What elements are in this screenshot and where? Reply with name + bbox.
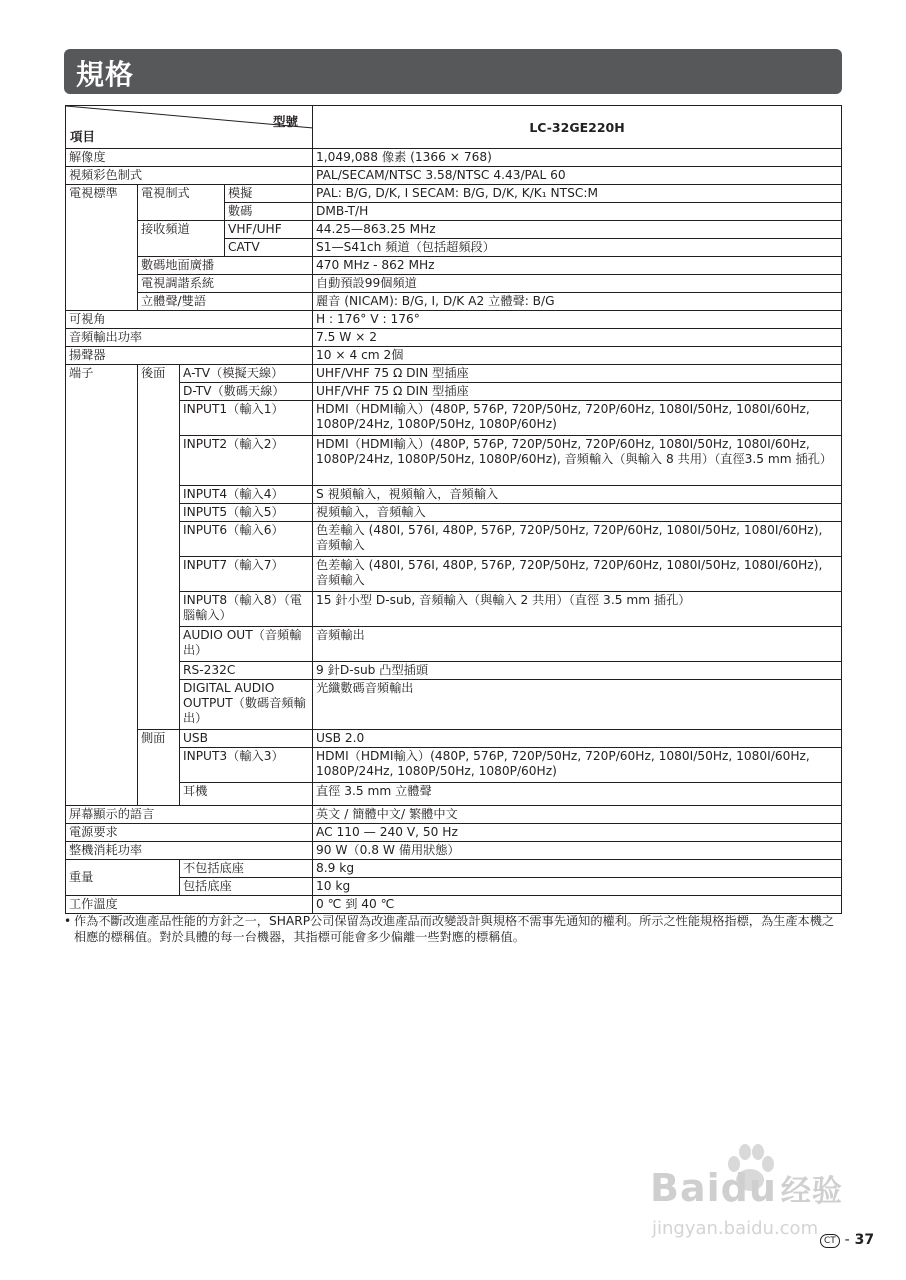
table-row	[66, 329, 842, 347]
table-row	[66, 257, 842, 275]
terminal-value: HDMI（HDMI輸入）(480P, 576P, 720P/50Hz, 720P/60Hz, 1080I/50Hz, 1080I/60Hz, 1080P/24Hz, 1080P/50Hz, 1080P/60Hz)	[313, 401, 842, 436]
row-label: 整機消耗功率	[66, 842, 313, 860]
terminal-name: INPUT2（輸入2）	[180, 436, 313, 486]
terminal-name: INPUT7（輸入7）	[180, 557, 313, 592]
row-value: 10 × 4 cm 2個	[313, 347, 842, 365]
terminal-name: 耳機	[180, 783, 313, 806]
table-row	[66, 783, 842, 806]
table-row	[66, 221, 842, 239]
terminal-value: HDMI（HDMI輸入）(480P, 576P, 720P/50Hz, 720P/60Hz, 1080I/50Hz, 1080I/60Hz, 1080P/24Hz, 1080P/50Hz, 1080P/60Hz), 音頻輸入（與輸入 8 共用）（直徑3.5 mm 插孔）	[313, 436, 842, 486]
brand-cn: 经验	[780, 1174, 843, 1209]
terminal-name: INPUT5（輸入5）	[180, 504, 313, 522]
row-value: 英文 / 簡體中文/ 繁體中文	[313, 806, 842, 824]
terminal-value: 9 針D-sub 凸型插頭	[313, 662, 842, 680]
page-number-block	[820, 1232, 874, 1248]
page-number: 37	[854, 1232, 875, 1248]
table-row	[66, 149, 842, 167]
terminal-value: 直徑 3.5 mm 立體聲	[313, 783, 842, 806]
row-label: 揚聲器	[66, 347, 313, 365]
table-row	[66, 806, 842, 824]
table-row	[66, 504, 842, 522]
terminal-value: USB 2.0	[313, 730, 842, 748]
row-value: 麗音 (NICAM): B/G, I, D/K A2 立體聲: B/G	[313, 293, 842, 311]
page-title-bar	[64, 49, 842, 94]
terminal-name: USB	[180, 730, 313, 748]
row-value: 自動預設99個頻道	[313, 275, 842, 293]
watermark-site: jingyan.baidu.com	[652, 1218, 819, 1239]
row-label: 端子	[66, 365, 138, 806]
row-sublabel: 數碼地面廣播	[138, 257, 313, 275]
row-value: PAL: B/G, D/K, I SECAM: B/G, D/K, K/K₁ NTSC:M	[313, 185, 842, 203]
table-row	[66, 627, 842, 662]
table-row	[66, 842, 842, 860]
terminal-name: DIGITAL AUDIO OUTPUT（數碼音頻輸出）	[180, 680, 313, 730]
table-row	[66, 860, 842, 878]
page-title: 規格	[76, 58, 135, 91]
row-sublabel: 側面	[138, 730, 180, 806]
row-label: 工作溫度	[66, 896, 313, 914]
table-row	[66, 486, 842, 504]
table-row	[66, 167, 842, 185]
table-row	[66, 383, 842, 401]
item-label: 項目	[70, 129, 96, 144]
terminal-name: RS-232C	[180, 662, 313, 680]
table-row	[66, 436, 842, 486]
row-sublabel: 電視調諧系統	[138, 275, 313, 293]
terminal-value: UHF/VHF 75 Ω DIN 型插座	[313, 383, 842, 401]
row-value: 44.25—863.25 MHz	[313, 221, 842, 239]
footnote	[64, 913, 844, 945]
spec-table	[65, 105, 842, 914]
row-sublabel: 模擬	[225, 185, 313, 203]
row-label: 音頻輸出功率	[66, 329, 313, 347]
row-sublabel: CATV	[225, 239, 313, 257]
row-label: 電視標準	[66, 185, 138, 311]
table-row	[66, 662, 842, 680]
header-row	[66, 106, 842, 149]
row-value: 90 W（0.8 W 備用狀態）	[313, 842, 842, 860]
row-sublabel: 接收頻道	[138, 221, 225, 257]
row-value: 0 ℃ 到 40 ℃	[313, 896, 842, 914]
table-row	[66, 878, 842, 896]
row-label: 可視角	[66, 311, 313, 329]
terminal-value: HDMI（HDMI輸入）(480P, 576P, 720P/50Hz, 720P/60Hz, 1080I/50Hz, 1080I/60Hz, 1080P/24Hz, 1080P/50Hz, 1080P/60Hz)	[313, 748, 842, 783]
table-row	[66, 347, 842, 365]
table-row	[66, 293, 842, 311]
row-value: S1—S41ch 頻道（包括超頻段）	[313, 239, 842, 257]
terminal-value: 音頻輸出	[313, 627, 842, 662]
table-row	[66, 185, 842, 203]
row-sublabel: 立體聲/雙語	[138, 293, 313, 311]
row-value: AC 110 — 240 V, 50 Hz	[313, 824, 842, 842]
row-value: 1,049,088 像素 (1366 × 768)	[313, 149, 842, 167]
terminal-name: INPUT4（輸入4）	[180, 486, 313, 504]
row-value: 7.5 W × 2	[313, 329, 842, 347]
row-label: 重量	[66, 860, 180, 896]
row-sublabel: 電視制式	[138, 185, 225, 221]
table-row	[66, 275, 842, 293]
table-row	[66, 592, 842, 627]
row-value: PAL/SECAM/NTSC 3.58/NTSC 4.43/PAL 60	[313, 167, 842, 185]
page-code-badge: CT	[820, 1234, 840, 1248]
brand-right: du	[720, 1166, 777, 1210]
row-label: 視頻彩色制式	[66, 167, 313, 185]
terminal-name: A-TV（模擬天線）	[180, 365, 313, 383]
row-sublabel: 包括底座	[180, 878, 313, 896]
table-row	[66, 730, 842, 748]
terminal-name: INPUT1（輸入1）	[180, 401, 313, 436]
terminal-name: D-TV（數碼天線）	[180, 383, 313, 401]
terminal-value: 視頻輸入，音頻輸入	[313, 504, 842, 522]
terminal-value: 色差輸入 (480I, 576I, 480P, 576P, 720P/50Hz, 720P/60Hz, 1080I/50Hz, 1080I/60Hz), 音頻輸入	[313, 522, 842, 557]
row-sublabel: VHF/UHF	[225, 221, 313, 239]
terminal-value: 色差輸入 (480I, 576I, 480P, 576P, 720P/50Hz, 720P/60Hz, 1080I/50Hz, 1080I/60Hz), 音頻輸入	[313, 557, 842, 592]
terminal-value: 15 針小型 D-sub, 音頻輸入（與輸入 2 共用）（直徑 3.5 mm 插孔）	[313, 592, 842, 627]
row-value: 470 MHz - 862 MHz	[313, 257, 842, 275]
row-label: 解像度	[66, 149, 313, 167]
table-row	[66, 522, 842, 557]
page-separator: -	[844, 1232, 850, 1248]
table-row	[66, 311, 842, 329]
table-row	[66, 401, 842, 436]
table-row	[66, 824, 842, 842]
row-value: 8.9 kg	[313, 860, 842, 878]
header-diagonal-cell	[66, 106, 313, 149]
terminal-value: 光纖數碼音頻輸出	[313, 680, 842, 730]
footnote-text: 作為不斷改進產品性能的方針之一，SHARP公司保留為改進產品而改變設計與規格不需事先通知的權利。所示之性能規格指標，為生產本機之相應的標稱值。對於具體的每一台機器，其指標可能會多少偏離一些對應的標稱值。	[74, 914, 835, 944]
row-label: 電源要求	[66, 824, 313, 842]
model-value: LC-32GE220H	[313, 106, 842, 149]
row-value: 10 kg	[313, 878, 842, 896]
table-row	[66, 365, 842, 383]
row-sublabel: 數碼	[225, 203, 313, 221]
table-row	[66, 748, 842, 783]
bullet-icon: •	[64, 914, 72, 928]
row-value: H : 176° V : 176°	[313, 311, 842, 329]
terminal-value: UHF/VHF 75 Ω DIN 型插座	[313, 365, 842, 383]
table-row	[66, 680, 842, 730]
model-label: 型號	[272, 114, 298, 129]
terminal-name: INPUT6（輸入6）	[180, 522, 313, 557]
row-sublabel: 後面	[138, 365, 180, 730]
terminal-name: INPUT3（輸入3）	[180, 748, 313, 783]
row-label: 屏幕顯示的語言	[66, 806, 313, 824]
watermark-brand	[650, 1166, 843, 1210]
terminal-name: INPUT8（輸入8）（電腦輸入）	[180, 592, 313, 627]
terminal-value: S 視頻輸入，視頻輸入，音頻輸入	[313, 486, 842, 504]
terminal-name: AUDIO OUT（音頻輸出）	[180, 627, 313, 662]
row-sublabel: 不包括底座	[180, 860, 313, 878]
table-row	[66, 896, 842, 914]
brand-left: Bai	[650, 1166, 721, 1210]
table-row	[66, 557, 842, 592]
row-value: DMB-T/H	[313, 203, 842, 221]
